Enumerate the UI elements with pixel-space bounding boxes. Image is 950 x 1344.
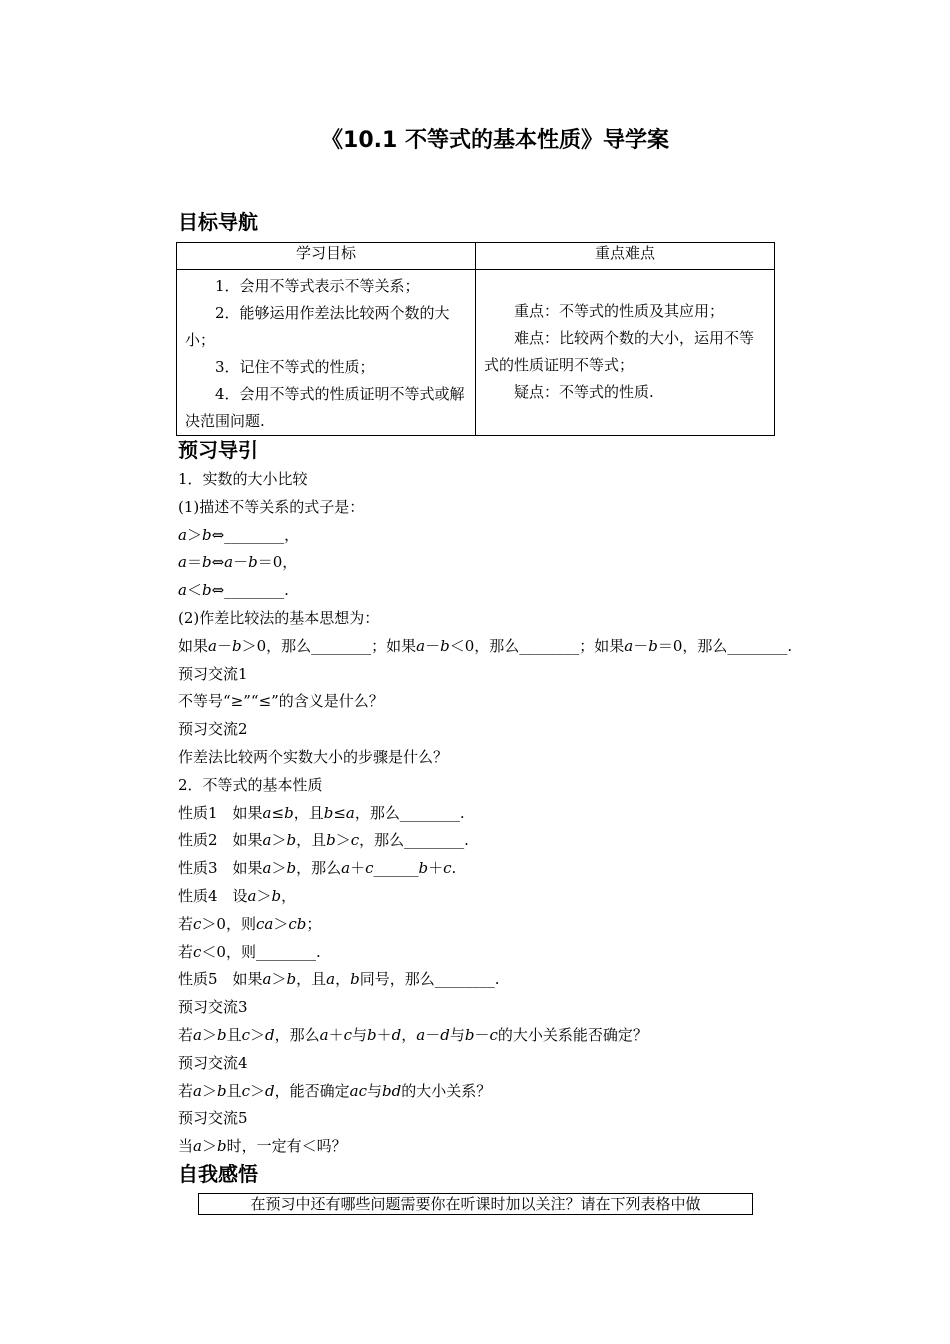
learning-goals-cell bbox=[177, 270, 476, 436]
preview-line: 若a＞b且c＞d，那么a＋c与b＋d，a－d与b－c的大小关系能否确定？ bbox=[178, 1025, 648, 1044]
goals-table bbox=[176, 242, 775, 436]
section-heading-goals: 目标导航 bbox=[178, 210, 258, 234]
preview-line: (2)作差比较法的基本思想为： bbox=[178, 608, 380, 627]
learning-goal-item: 1．会用不等式表示不等关系； bbox=[215, 277, 420, 295]
preview-line: 当a＞b时，一定有＜吗？ bbox=[178, 1137, 347, 1156]
preview-line: a＝b⇔a－b＝0， bbox=[178, 553, 298, 572]
preview-content bbox=[178, 466, 858, 1161]
preview-line: 若c＜0，则________. bbox=[178, 942, 321, 961]
preview-line: a＞b⇔________， bbox=[178, 525, 300, 544]
preview-line: 预习交流5 bbox=[178, 1109, 248, 1128]
learning-goal-item: 3．记住不等式的性质； bbox=[215, 358, 375, 376]
goals-table-header-left: 学习目标 bbox=[177, 243, 476, 270]
preview-line: 性质2 如果a＞b，且b＞c，那么________. bbox=[178, 831, 469, 850]
preview-line: 如果a－b＞0，那么________；如果a－b＜0，那么________；如果a－b＝0，那么________. bbox=[178, 636, 793, 655]
learning-goal-item: 4．会用不等式的性质证明不等式或解决范围问题. bbox=[185, 385, 465, 430]
key-point-item: 疑点：不等式的性质. bbox=[514, 383, 654, 401]
preview-line: 不等号“≥”“≤”的含义是什么？ bbox=[178, 692, 384, 711]
section-heading-reflection: 自我感悟 bbox=[178, 1162, 258, 1186]
preview-line: (1)描述不等关系的式子是： bbox=[178, 497, 365, 516]
key-point-item: 难点：比较两个数的大小，运用不等式的性质证明不等式； bbox=[484, 329, 755, 374]
page-title: 《10.1 不等式的基本性质》导学案 bbox=[321, 128, 669, 153]
preview-line: 性质3 如果a＞b，那么a＋c______b＋c. bbox=[178, 859, 457, 878]
preview-line: 预习交流3 bbox=[178, 998, 248, 1017]
preview-line: 性质5 如果a＞b，且a，b同号，那么________. bbox=[178, 970, 500, 989]
preview-line: 预习交流1 bbox=[178, 664, 248, 683]
goals-table-header-right: 重点难点 bbox=[476, 243, 775, 270]
preview-line: 2．不等式的基本性质 bbox=[178, 775, 323, 794]
preview-line: 性质4 设a＞b， bbox=[178, 886, 297, 905]
key-point-item: 重点：不等式的性质及其应用； bbox=[514, 302, 725, 320]
reflection-box: 在预习中还有哪些问题需要你在听课时加以关注？请在下列表格中做 bbox=[198, 1193, 753, 1215]
preview-line: 性质1 如果a≤b，且b≤a，那么________. bbox=[178, 803, 465, 822]
preview-line: a＜b⇔________. bbox=[178, 581, 289, 600]
preview-line: 若c＞0，则ca＞cb； bbox=[178, 914, 322, 933]
key-points-cell bbox=[476, 270, 775, 436]
preview-line: 预习交流4 bbox=[178, 1053, 248, 1072]
preview-line: 预习交流2 bbox=[178, 720, 248, 739]
preview-line: 若a＞b且c＞d，能否确定ac与bd的大小关系？ bbox=[178, 1081, 492, 1100]
preview-line: 作差法比较两个实数大小的步骤是什么？ bbox=[178, 747, 449, 766]
section-heading-preview: 预习导引 bbox=[178, 438, 258, 462]
preview-line: 1．实数的大小比较 bbox=[178, 470, 308, 488]
learning-goal-item: 2．能够运用作差法比较两个数的大小； bbox=[185, 304, 450, 349]
